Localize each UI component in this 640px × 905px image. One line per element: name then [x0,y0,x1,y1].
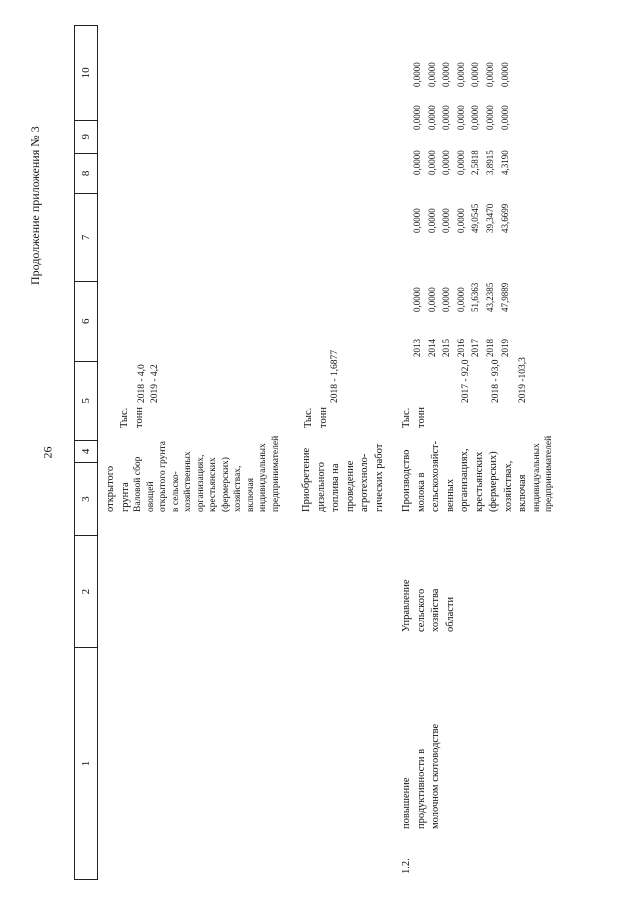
column-header: 10 [80,67,92,79]
indicator-milk: Производство молока в сельскохозяйст- венных организациях, крестьянских (фермерских) хозяйствах, включая индивидуальных предпринимателей [401,435,554,512]
indicator-vegetables: Валовой сбор овощей открытого грунта в сельско- хозяйственных организациях, крестьянских (фермерских) хозяйствах, включая индивидуальных предпринимателей [133,435,281,512]
column-header: 3 [75,462,97,535]
indicator-diesel: Приобретение дизельного топлива на проведение агротехноло- гических работ [301,443,385,512]
column-6-values: 0,0000 0,0000 0,0000 0,0000 51,6363 43,2385 47,9889 [412,282,510,312]
column-header: 4 [75,440,97,462]
page-number: 26 [40,446,55,459]
indicator-vegetables-top: открытого грунта [105,465,131,512]
column-9-values: 0,0000 0,0000 0,0000 0,0000 0,0000 0,0000 0,0000 [412,105,510,130]
column-header: 1 [75,647,97,879]
column-header: 7 [75,193,97,281]
target-diesel: 2018 - 1,6877 [330,349,340,403]
measure-number: 1.2. [401,858,412,874]
column-header: 5 [75,361,97,440]
column-header: 6 [75,281,97,361]
column-10-values: 0,0000 0,0000 0,0000 0,0000 0,0000 0,0000 0,0000 [412,62,510,87]
measure-name: повышение продуктивности в молочном скотоводстве [401,723,441,829]
target-milk-2018: 2018 - 93,0 [491,359,501,403]
target-milk-2019: 2019 -103,3 [518,357,528,403]
appendix-title: Продолжение приложения № 3 [28,126,42,285]
unit-vegetables: Тыс. тонн [119,407,145,428]
column-7-values: 0,0000 0,0000 0,0000 0,0000 49,0545 39,3470 43,6699 [412,203,510,233]
column-header: 8 [75,153,97,193]
executor: Управление сельского хозяйства области [401,579,456,632]
target-vegetables: 2018 - 4,0 2019 - 4,2 [137,364,160,403]
column-header: 2 [75,535,97,647]
unit-milk: Тыс. тонн [401,407,427,428]
target-milk-2017: 2017 - 92,0 [461,359,471,403]
unit-diesel: Тыс. тонн [303,407,329,428]
column-header: 9 [75,120,97,153]
column-8-values: 0,0000 0,0000 0,0000 0,0000 2,5818 3,8915 4,3190 [412,150,510,175]
column-header-row [74,25,98,880]
years-column: 2013 2014 2015 2016 2017 2018 2019 [412,339,510,357]
